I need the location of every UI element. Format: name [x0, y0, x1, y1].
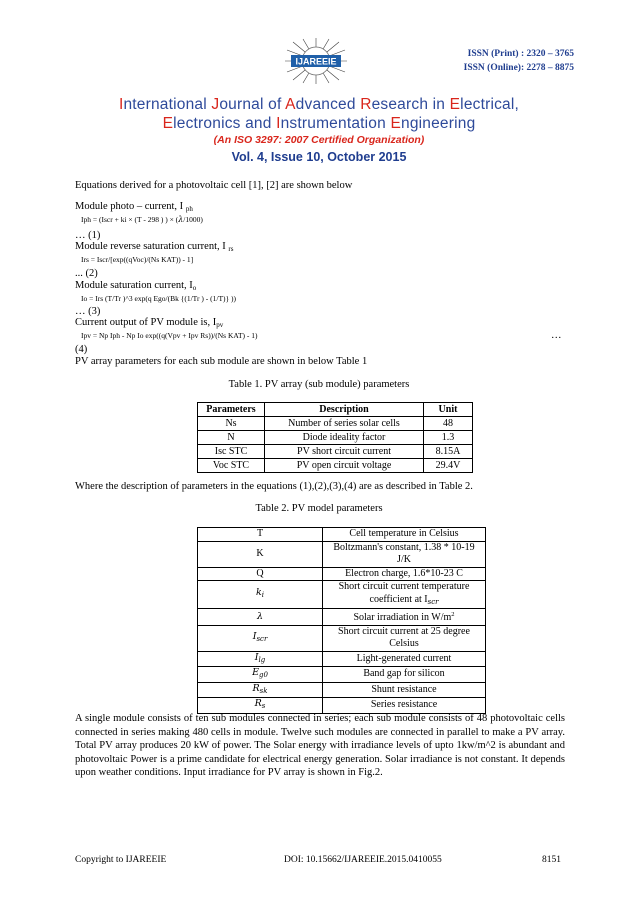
table1-caption: Table 1. PV array (sub module) parameters	[228, 379, 410, 390]
footer-copyright: Copyright to IJAREEIE	[75, 855, 167, 865]
table2-symbol: T	[198, 528, 323, 542]
table1-cell: 1.3	[424, 431, 473, 445]
table1-cell: N	[198, 431, 265, 445]
table2-symbol: K	[198, 541, 323, 567]
table1-row	[198, 445, 473, 459]
eq3-number: … (3)	[75, 306, 101, 317]
journal-title-line2	[0, 114, 638, 134]
equation-2: Irs = Iscr/[exp((qVoc)/(Ns KAT)) - 1]	[81, 255, 194, 264]
table2-description: Solar irradiation in $W/m^2$	[323, 609, 486, 626]
table2-description: Series resistance	[323, 698, 486, 714]
table1-header: Description	[265, 403, 424, 417]
eq2-number: ... (2)	[75, 268, 98, 279]
table1-cell: 8.15A	[424, 445, 473, 459]
table2-symbol: Q	[198, 567, 323, 581]
journal-logo	[275, 36, 357, 86]
title-word: ngineering	[401, 115, 476, 132]
title-word: dvanced	[295, 96, 361, 113]
table2-description: Cell temperature in Celsius	[323, 528, 486, 542]
volume-issue: Vol. 4, Issue 10, October 2015	[231, 150, 407, 164]
table2-description: Shunt resistance	[323, 682, 486, 698]
title-initial: J	[211, 96, 220, 113]
equation-4: Ipv = Np Iph - Np Io exp((q(Vpv + Ipv Rs))/(Ns KAT) - 1)	[81, 331, 258, 340]
table1	[197, 402, 473, 473]
table2-row	[198, 581, 486, 609]
table2-row	[198, 609, 486, 626]
table1-cell: Voc STC	[198, 459, 265, 473]
pv-intro-text: PV array parameters for each sub module are shown in below Table 1	[75, 356, 368, 367]
title-initial: E	[162, 115, 174, 132]
closing-paragraph: A single module consists of ten sub modules connected in series; each sub module consists of 48 photovoltaic cells connected in series making 480 cells in module. Twelve such modules are connected in parallel to make a PV array. Total PV array produces 20 kW of power. The Solar energy with irradiance levels of upto 1kw/m^2 is abundant and photovoltaic Power is a prime candidate for electrical energy generation. Solar irradiance is not constant. It depends upon weather conditions. Input irradiance for PV array is shown in Fig.2.	[75, 713, 565, 778]
title-initial: R	[360, 96, 372, 113]
eq2-label: Module reverse saturation current, I $_{rs}$	[75, 241, 234, 253]
journal-title-line1	[0, 95, 638, 115]
title-word: lectronics and	[173, 115, 277, 132]
table2	[197, 527, 486, 714]
table1-header-row	[198, 403, 473, 417]
table1-cell: PV open circuit voltage	[265, 459, 424, 473]
table1-cell: Ns	[198, 417, 265, 431]
title-initial: I	[276, 115, 281, 132]
table2-description: Short circuit current temperature coefficient at $I_{scr}$	[323, 581, 486, 609]
table2-description: Electron charge, 1.6*10-23 C	[323, 567, 486, 581]
footer-doi: DOI: 10.15662/IJAREEIE.2015.0410055	[284, 855, 442, 865]
table2-row	[198, 541, 486, 567]
eq1-label: Module photo – current, I $_{ph}$	[75, 201, 193, 213]
title-initial: A	[285, 96, 296, 113]
table2-row	[198, 625, 486, 651]
title-initial: I	[118, 96, 124, 113]
table2-row	[198, 667, 486, 683]
title-word: ournal of	[219, 96, 286, 113]
table1-header: Unit	[424, 403, 473, 417]
title-word: lectrical,	[460, 96, 520, 113]
footer-page-number: 8151	[542, 855, 561, 865]
table1-header: Parameters	[198, 403, 265, 417]
iso-certification: (An ISO 3297: 2007 Certified Organization)	[213, 134, 425, 146]
table2-symbol: $E_{g0}$	[198, 667, 323, 683]
table2-row	[198, 698, 486, 714]
table2-symbol: $I_{scr}$	[198, 625, 323, 651]
table1-cell: Number of series solar cells	[265, 417, 424, 431]
eq4-number: (4)	[75, 344, 88, 355]
table1-cell: Diode ideality factor	[265, 431, 424, 445]
title-initial: E	[449, 96, 461, 113]
equation-3: Io = Irs (T/Tr )^3 exp(q Ego/(Bk {(1/Tr ) - (1/T)} ))	[81, 294, 236, 303]
eq4-label: Current output of PV module is, $I_{pv}$	[75, 317, 224, 329]
issn-print: ISSN (Print) : 2320 – 3765	[467, 49, 574, 59]
table1-cell: 29.4V	[424, 459, 473, 473]
table2-row	[198, 528, 486, 542]
eq3-label: Module saturation current, $I_o$	[75, 280, 197, 292]
table1-cell: PV short circuit current	[265, 445, 424, 459]
intro-text: Equations derived for a photovoltaic cell [1], [2] are shown below	[75, 180, 353, 191]
table2-symbol: λ	[198, 609, 323, 626]
title-initial: E	[390, 115, 401, 132]
table2-description: Light-generated current	[323, 651, 486, 667]
issn-online: ISSN (Online): 2278 – 8875	[463, 63, 574, 73]
table2-description: Boltzmann's constant, 1.38 * 10-19 J/K	[323, 541, 486, 567]
table2-row	[198, 567, 486, 581]
table1-row	[198, 417, 473, 431]
table1-cell: Isc STC	[198, 445, 265, 459]
table2-description: Band gap for silicon	[323, 667, 486, 683]
table2-description: Short circuit current at 25 degree Celsius	[323, 625, 486, 651]
table2-symbol: $R_{sk}$	[198, 682, 323, 698]
table2-row	[198, 682, 486, 698]
title-word: esearch in	[371, 96, 450, 113]
eq1-number: … (1)	[75, 230, 101, 241]
logo-text: IJAREEIE	[295, 56, 337, 67]
eq4-dots: …	[551, 330, 562, 341]
equation-1: Iph = (Iscr + ki × (T - 298 ) ) × (λ/1000)	[81, 215, 203, 224]
title-word: nstrumentation	[280, 115, 391, 132]
table1-row	[198, 431, 473, 445]
title-word: nternational	[123, 96, 212, 113]
table2-symbol: $R_s$	[198, 698, 323, 714]
table2-row	[198, 651, 486, 667]
table2-symbol: $I_{lg}$	[198, 651, 323, 667]
table1-row	[198, 459, 473, 473]
table2-symbol: $k_i$	[198, 581, 323, 609]
where-text: Where the description of parameters in the equations (1),(2),(3),(4) are as described in Table 2.	[75, 481, 473, 492]
table1-cell: 48	[424, 417, 473, 431]
table2-caption: Table 2. PV model parameters	[255, 503, 383, 514]
